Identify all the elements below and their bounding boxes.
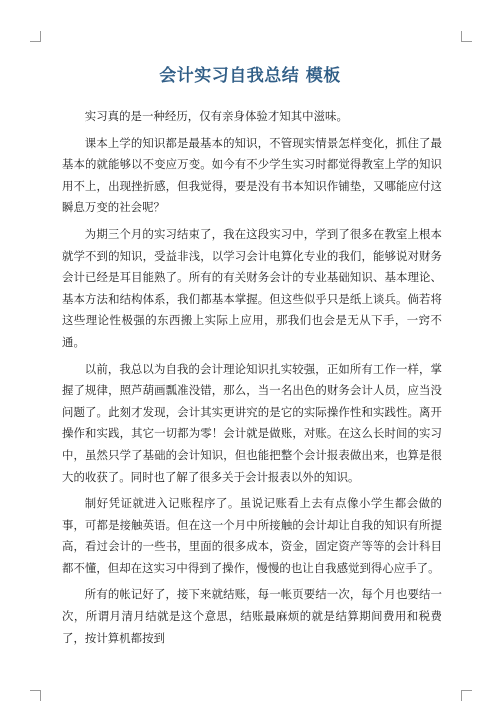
document-title: 会计实习自我总结 模板 [159,66,341,86]
crop-mark-top-right [461,31,472,42]
crop-mark-bottom-left [30,690,41,701]
paragraph-4: 以前，我总以为自我的会计理论知识扎实较强，正如所有工作一样，掌握了规律，照芦葫画瓢准没错，那么，当一名出色的财务会计人员，应当没问题了。此刻才发现，会计其实更讲究的是它的实际操作性和实践性。离开操作和实践，其它一切都为零！会计就是做账，对账。在这么长时间的实习中，虽然只学了基础的会计知识，但也能把整个会计报表做出来，也算是很大的收获了。同时也了解了很多关于会计报表以外的知识。 [62,361,442,484]
crop-mark-top-left [30,31,41,42]
paragraph-3: 为期三个月的实习结束了，我在这段实习中，学到了很多在教室上根本就学不到的知识，受益非浅，以学习会计电算化专业的我们，能够说对财务会计已经是耳目能熟了。所有的有关财务会计的专业基础知识、基本理论、基本方法和结构体系，我们都基本掌握。但这些似乎只是纸上谈兵。倘若将这些理论性极强的东西搬上实际上应用，那我们也会是无从下手，一窍不通。 [62,226,442,349]
paragraph-5: 制好凭证就进入记账程序了。虽说记账看上去有点像小学生都会做的事，可都是接触英语。但在这一个月中所接触的会计却让自我的知识有所提高，看过会计的一些书，里面的很多成本，资金，固定资产等等的会计科目都不懂，但却在这实习中得到了操作，慢慢的也让自我感觉到得心应手了。 [62,496,442,575]
crop-mark-bottom-right [461,690,472,701]
paragraph-6: 所有的帐记好了，接下来就结账，每一帐页要结一次，每个月也要结一次，所谓月清月结就是这个意思，结账最麻烦的就是结算期间费用和税费了，按计算机都按到 [62,587,442,645]
paragraph-2: 课本上学的知识都是最基本的知识，不管现实情景怎样变化，抓住了最基本的就能够以不变应万变。如今有不少学生实习时都觉得教室上学的知识用不上，出现挫折感，但我觉得，要是没有书本知识作铺垫，又哪能应付这瞬息万变的社会呢？ [62,135,442,215]
paragraph-1: 实习真的是一种经历，仅有亲身体验才知其中滋味。 [84,109,348,123]
document-body [62,106,442,654]
